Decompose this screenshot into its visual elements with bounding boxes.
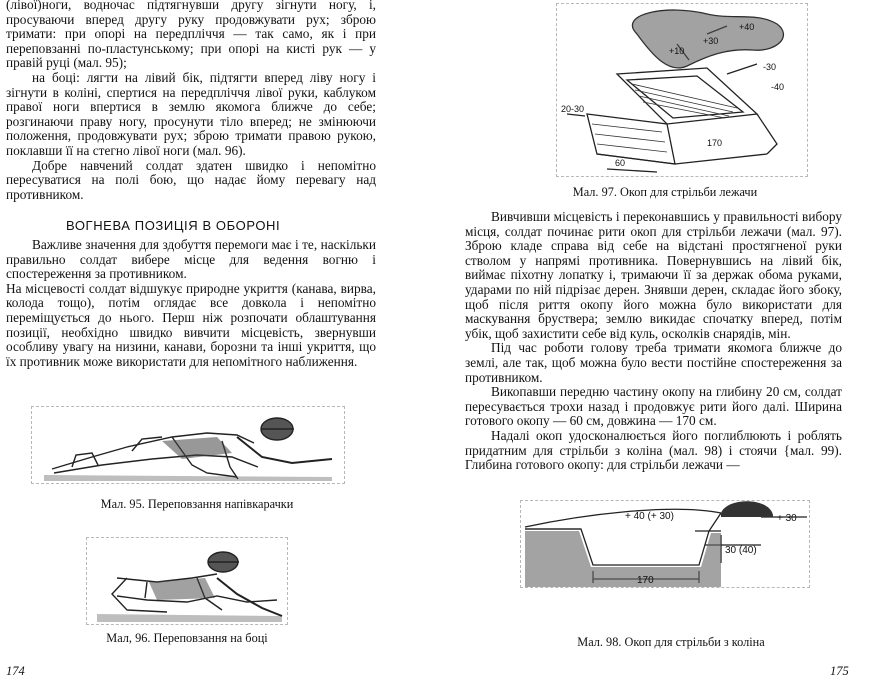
paragraph: Викопавши передню частину окопу на глибину 20 см, солдат пересувається трохи назад і продовжує рити його далі. Ширина готового окопу — 60 см, довжина — 170 см. <box>465 384 842 429</box>
figure-97-prone-trench <box>556 3 808 177</box>
paragraph: Надалі окоп удосконалюється його поглиблюють і роблять придатним для стрільби з коліна (мал. 98) і стоячи {мал. 99). Глибина готового окопу: для стрільби лежачи — <box>465 427 842 473</box>
fig98-label-depth: 30 (40) <box>725 545 757 556</box>
figure-95-caption: Мал. 95. Переповзання напівкарачки <box>100 497 294 511</box>
figure-98-kneeling-trench <box>520 500 810 588</box>
side-crawling-soldier-illustration <box>87 538 287 624</box>
fig97-label-b: +30 <box>703 36 719 46</box>
kneeling-trench-cross-section <box>521 501 809 587</box>
paragraph: Добре навчений солдат здатен швидко і непомітно пересуватися на полі бою, що надає йому перевагу над противником. <box>6 157 376 202</box>
page-number-left: 174 <box>6 664 25 678</box>
fig98-label-top: + 40 (+ 30) <box>625 511 674 522</box>
paragraph: Важливе значення для здобуття перемоги має і те, наскільки правильно солдат вибере місце для ведення вогню і спостереження за противником. <box>6 237 376 282</box>
fig97-label-h: 60 <box>615 158 626 168</box>
crawling-soldier-illustration <box>32 407 344 483</box>
figure-97-caption: Мал. 97. Окоп для стрільби лежачи <box>572 185 758 199</box>
fig97-label-d: -30 <box>763 62 777 72</box>
figure-98-caption: Мал. 98. Окоп для стрільби з коліна <box>577 635 765 649</box>
paragraph: На місцевості солдат відшукує природне укриття (канава, вирва, колода тощо), потім оглядає все довкола і непомітно переміщується до нього. Перш ніж розпочати облаштування позиції, необхідно швидко вивчити місцевість, звернувши особливу увагу на низини, канави, борозни та інші укриття, що їх противник може використати для непомітного наближення. <box>6 280 376 369</box>
fig98-label-right: + 30 <box>777 513 797 524</box>
paragraph: (лівої)ноги, водночас підтягнувши другу зігнути ногу, і, просуваючи вперед другу руку продовжувати рух; зброю тримати: при опорі на передпліччя — так само, як і при переповзанні по-пластунському; при опорі на кисті рук — у правій руці (мал. 95); <box>6 0 376 71</box>
prone-trench-illustration <box>557 4 807 176</box>
right-page <box>437 0 875 682</box>
figure-95-crawling-crouched <box>31 406 345 484</box>
left-page <box>0 0 437 682</box>
left-text-block-top <box>6 0 376 202</box>
paragraph: Вивчивши місцевість і переконавшись у правильності вибору місця, солдат починає рити окоп для стрільби лежачи (мал. 97). Зброю кладе справа від себе на відстані простягненої руки стволом у напрямі противника. Повернувшись на лівий бік, виймає піхотну лопатку і, тримаючи її за держак обома руками, ударами по ній підрізає дерен. Знявши дерен, складає його збоку, щоб після риття окопу його можна було використати для маскування бруствера; землю викидає спочатку вперед, потім убік, щоб захистити себе від куль, осколків снарядів, мін. <box>465 209 842 341</box>
figure-96-crawling-side <box>86 537 288 625</box>
fig97-label-g: 170 <box>707 138 723 148</box>
page-number-right: 175 <box>830 664 849 678</box>
fig98-label-length: 170 <box>637 575 654 586</box>
fig97-label-a: +10 <box>669 46 685 56</box>
fig97-label-c: +40 <box>739 22 755 32</box>
paragraph: на боці: лягти на лівий бік, підтягти вперед ліву ногу і зігнути в коліні, спертися на передпліччя лівої руки, каблуком правої ноги впертися в землю якомога ближче до себе; розгинаючи праву ногу, просунути тіло вперед; не змінюючи положення, продовжувати рух; зброю тримати правою рукою, поклавши її на стегно лівої ноги (мал. 96). <box>6 69 376 158</box>
section-heading: ВОГНЕВА ПОЗИЦІЯ В ОБОРОНІ <box>66 218 281 233</box>
fig97-label-f: 20-30 <box>561 104 585 114</box>
figure-96-caption: Мал, 96. Переповзання на боці <box>106 631 268 645</box>
fig97-label-e: -40 <box>771 82 785 92</box>
left-text-block-bottom <box>6 238 376 369</box>
paragraph: Під час роботи голову треба тримати якомога ближче до землі, але так, щоб можна було вести постійне спостереження за противником. <box>465 340 842 385</box>
right-text-block <box>465 210 842 473</box>
